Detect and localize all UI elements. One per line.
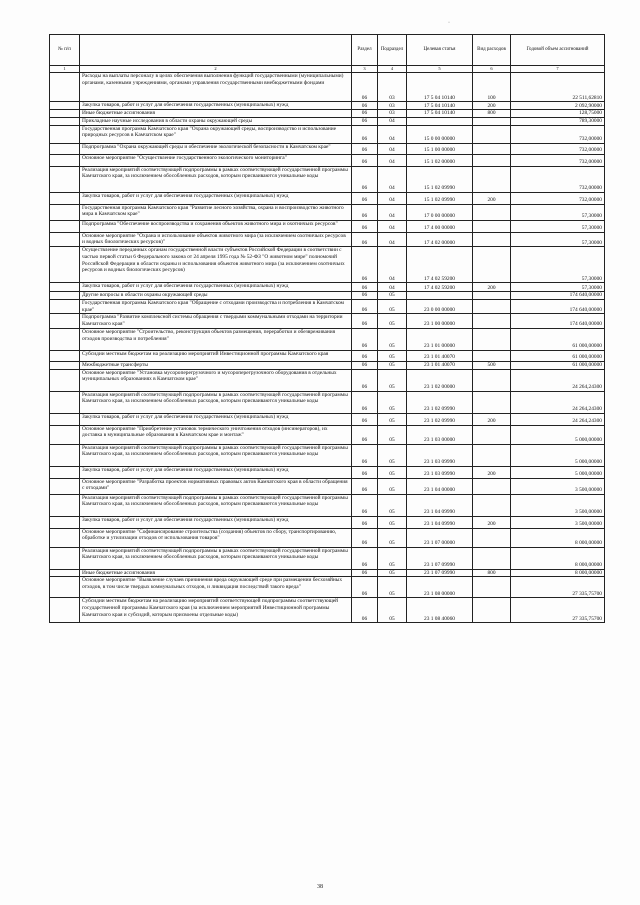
row-sum: 61 000,00000 xyxy=(511,350,605,361)
row-sum: 61 000,00000 xyxy=(511,361,605,369)
row-name: Иные бюджетные ассигнования xyxy=(80,110,352,118)
row-razdel: 06 xyxy=(352,166,378,192)
row-podrazdel: 04 xyxy=(378,166,407,192)
table-body xyxy=(50,73,605,623)
row-sum: 732,00000 xyxy=(511,154,605,166)
row-number xyxy=(50,154,80,166)
row-razdel: 06 xyxy=(352,292,378,300)
row-csr: 23 1 02 09990 xyxy=(407,391,473,413)
row-name: Государственная программа Камчатского края "Охрана окружающей среды, воспроизводство и использование природных ресурсов в Камчатском крае" xyxy=(80,125,352,143)
row-name: Государственная программа Камчатского края "Обращение с отходами производства и потребления в Камчатском крае" xyxy=(80,299,352,314)
row-vr: 200 xyxy=(473,413,511,425)
row-csr: 23 1 01 00000 xyxy=(407,328,473,350)
row-podrazdel: 04 xyxy=(378,117,407,125)
row-csr: 23 1 03 00000 xyxy=(407,425,473,444)
row-csr: 23 1 03 09990 xyxy=(407,466,473,478)
row-podrazdel: 05 xyxy=(378,569,407,577)
col-header-csr: Целевая статья xyxy=(407,35,473,66)
row-sum: 732,00000 xyxy=(511,192,605,204)
table-row xyxy=(50,232,605,247)
row-vr xyxy=(473,478,511,494)
row-podrazdel: 05 xyxy=(378,350,407,361)
row-podrazdel: 04 xyxy=(378,204,407,220)
table-row xyxy=(50,328,605,350)
row-name: Закупка товаров, работ и услуг для обеспечения государственных (муниципальных) нужд xyxy=(80,516,352,528)
row-name: Другие вопросы в области охраны окружающей среды xyxy=(80,292,352,300)
row-vr xyxy=(473,528,511,547)
row-name: Реализация мероприятий соответствующей подпрограммы в рамках соответствующей государственной программы Камчатского края, за исключением обособленных расходов, которым присваиваются уникальные коды xyxy=(80,494,352,516)
row-podrazdel: 05 xyxy=(378,598,407,623)
row-podrazdel: 05 xyxy=(378,466,407,478)
row-podrazdel: 04 xyxy=(378,247,407,283)
row-number xyxy=(50,125,80,143)
row-name: Закупка товаров, работ и услуг для обеспечения государственных (муниципальных) нужд xyxy=(80,283,352,292)
row-razdel: 06 xyxy=(352,125,378,143)
row-sum: 57,30000 xyxy=(511,247,605,283)
row-razdel: 06 xyxy=(352,220,378,232)
table-row xyxy=(50,547,605,569)
row-csr: 17 4 02 59200 xyxy=(407,283,473,292)
row-podrazdel: 03 xyxy=(378,102,407,110)
row-csr: 23 1 03 09990 xyxy=(407,444,473,466)
row-sum: 3 500,00000 xyxy=(511,516,605,528)
row-vr xyxy=(473,598,511,623)
row-number xyxy=(50,444,80,466)
row-podrazdel: 03 xyxy=(378,110,407,118)
table-row xyxy=(50,598,605,623)
row-podrazdel: 05 xyxy=(378,314,407,329)
row-csr: 23 1 08 40060 xyxy=(407,598,473,623)
col-number: 1 xyxy=(50,66,80,73)
row-vr xyxy=(473,143,511,154)
row-csr: 17 5 04 10140 xyxy=(407,102,473,110)
row-csr: 23 1 02 09990 xyxy=(407,413,473,425)
row-number xyxy=(50,232,80,247)
col-header-razdel: Раздел xyxy=(352,35,378,66)
table-row xyxy=(50,516,605,528)
row-csr: 23 1 07 09990 xyxy=(407,547,473,569)
row-csr: 23 1 01 40070 xyxy=(407,350,473,361)
row-number xyxy=(50,143,80,154)
table-row xyxy=(50,154,605,166)
row-number xyxy=(50,516,80,528)
row-sum: 57,30000 xyxy=(511,283,605,292)
row-razdel: 06 xyxy=(352,73,378,102)
row-razdel: 06 xyxy=(352,391,378,413)
budget-table xyxy=(49,34,605,623)
row-name: Реализация мероприятий соответствующей подпрограммы в рамках соответствующей государственной программы Камчатского края, за исключением обособленных расходов, которым присваиваются уникальные коды xyxy=(80,166,352,192)
row-razdel: 06 xyxy=(352,577,378,598)
row-razdel: 06 xyxy=(352,494,378,516)
row-name: Основное мероприятие "Софинансирование строительства (создания) объектов по сбору, транспортированию, обработке и утилизации отходов от использования товаров" xyxy=(80,528,352,547)
row-razdel: 06 xyxy=(352,232,378,247)
table-row xyxy=(50,192,605,204)
row-vr xyxy=(473,232,511,247)
row-podrazdel: 04 xyxy=(378,143,407,154)
row-name: Закупка товаров, работ и услуг для обеспечения государственных (муниципальных) нужд xyxy=(80,413,352,425)
table-row xyxy=(50,391,605,413)
row-podrazdel: 04 xyxy=(378,232,407,247)
row-sum: 3 500,00000 xyxy=(511,494,605,516)
row-number xyxy=(50,247,80,283)
corner-mark: · xyxy=(448,20,450,26)
row-razdel: 06 xyxy=(352,192,378,204)
page-number: 38 xyxy=(317,884,323,890)
row-name: Закупка товаров, работ и услуг для обеспечения государственных (муниципальных) нужд xyxy=(80,102,352,110)
row-razdel: 06 xyxy=(352,369,378,391)
row-vr xyxy=(473,547,511,569)
row-sum: 22 511,62810 xyxy=(511,73,605,102)
row-razdel: 06 xyxy=(352,569,378,577)
row-vr xyxy=(473,154,511,166)
row-vr xyxy=(473,247,511,283)
row-csr xyxy=(407,117,473,125)
row-podrazdel: 05 xyxy=(378,413,407,425)
row-vr xyxy=(473,494,511,516)
row-name: Подпрограмма "Обеспечение воспроизводства и сохранения объектов животного мира и охотничьих ресурсов" xyxy=(80,220,352,232)
row-podrazdel: 04 xyxy=(378,192,407,204)
row-name: Реализация мероприятий соответствующей подпрограммы в рамках соответствующей государственной программы Камчатского края, за исключением обособленных расходов, которым присваиваются уникальные коды xyxy=(80,547,352,569)
row-vr: 200 xyxy=(473,192,511,204)
row-csr: 23 1 04 09990 xyxy=(407,516,473,528)
row-razdel: 06 xyxy=(352,102,378,110)
row-csr: 23 0 00 00000 xyxy=(407,299,473,314)
row-vr: 800 xyxy=(473,110,511,118)
row-name: Основное мероприятие "Выявление случаев причинения вреда окружающей среде при размещении бесхозяйных отходов, в том числе твердых коммунальных отходов, и ликвидация последствий такого вреда" xyxy=(80,577,352,598)
table-row xyxy=(50,444,605,466)
col-number: 3 xyxy=(352,66,378,73)
row-csr: 15 1 02 09990 xyxy=(407,192,473,204)
row-number xyxy=(50,391,80,413)
row-razdel: 06 xyxy=(352,413,378,425)
row-name: Реализация мероприятий соответствующей подпрограммы в рамках соответствующей государственной программы Камчатского края, за исключением обособленных расходов, которым присваиваются уникальные коды xyxy=(80,444,352,466)
row-vr xyxy=(473,425,511,444)
row-csr xyxy=(407,292,473,300)
row-name: Основное мероприятие "Приобретение установок термического уничтожения отходов (инсинераторов), их доставка в муниципальные образования в Камчатском крае и монтаж" xyxy=(80,425,352,444)
row-razdel: 06 xyxy=(352,314,378,329)
row-sum: 2 092,90000 xyxy=(511,102,605,110)
row-sum: 57,30000 xyxy=(511,204,605,220)
table-row xyxy=(50,478,605,494)
table-row xyxy=(50,247,605,283)
table-row xyxy=(50,413,605,425)
row-podrazdel: 05 xyxy=(378,328,407,350)
row-number xyxy=(50,73,80,102)
table-row xyxy=(50,528,605,547)
row-vr: 200 xyxy=(473,516,511,528)
col-number: 6 xyxy=(473,66,511,73)
row-name: Подпрограмма "Развитие комплексной системы обращения с твердыми коммунальными отходами на территории Камчатского края" xyxy=(80,314,352,329)
row-name: Расходы на выплаты персоналу в целях обеспечения выполнения функций государственными (муниципальными) органами, казенными учреждениями, органами управления государственными внебюджетными фондами xyxy=(80,73,352,102)
row-csr: 17 4 02 59200 xyxy=(407,247,473,283)
row-name: Подпрограмма "Охрана окружающей среды и обеспечение экологической безопасности в Камчатском крае" xyxy=(80,143,352,154)
row-csr: 23 1 02 00000 xyxy=(407,369,473,391)
row-number xyxy=(50,569,80,577)
row-number xyxy=(50,494,80,516)
row-vr xyxy=(473,391,511,413)
row-vr xyxy=(473,328,511,350)
row-podrazdel: 05 xyxy=(378,391,407,413)
row-name: Основное мероприятие "Осуществление государственного экологического мониторинга" xyxy=(80,154,352,166)
row-razdel: 06 xyxy=(352,247,378,283)
row-razdel: 06 xyxy=(352,466,378,478)
col-header-podrazdel: Подраздел xyxy=(378,35,407,66)
col-header-sum: Годовой объем ассигнований xyxy=(511,35,605,66)
col-number: 7 xyxy=(511,66,605,73)
row-vr xyxy=(473,204,511,220)
row-number xyxy=(50,192,80,204)
row-vr xyxy=(473,314,511,329)
row-sum: 5 000,00000 xyxy=(511,444,605,466)
row-vr: 200 xyxy=(473,102,511,110)
row-vr xyxy=(473,299,511,314)
row-sum: 732,00000 xyxy=(511,166,605,192)
row-vr: 500 xyxy=(473,361,511,369)
row-csr: 23 1 04 09990 xyxy=(407,494,473,516)
row-csr: 23 1 00 00000 xyxy=(407,314,473,329)
row-podrazdel: 05 xyxy=(378,369,407,391)
row-vr xyxy=(473,125,511,143)
row-podrazdel: 05 xyxy=(378,494,407,516)
row-razdel: 06 xyxy=(352,154,378,166)
row-podrazdel: 05 xyxy=(378,516,407,528)
row-number xyxy=(50,292,80,300)
row-podrazdel: 05 xyxy=(378,528,407,547)
row-sum: 174 640,00000 xyxy=(511,292,605,300)
row-csr: 23 1 04 00000 xyxy=(407,478,473,494)
table-row xyxy=(50,220,605,232)
row-razdel: 06 xyxy=(352,204,378,220)
row-sum: 27 335,75700 xyxy=(511,598,605,623)
row-podrazdel: 05 xyxy=(378,299,407,314)
row-number xyxy=(50,425,80,444)
table-row xyxy=(50,283,605,292)
row-number xyxy=(50,314,80,329)
row-name: Закупка товаров, работ и услуг для обеспечения государственных (муниципальных) нужд xyxy=(80,192,352,204)
table-row xyxy=(50,350,605,361)
row-csr: 15 0 00 00000 xyxy=(407,125,473,143)
row-vr xyxy=(473,117,511,125)
row-name: Основное мероприятие "Установка мусороперегрузочного и мусороперегрузочного оборудования в отдельных муниципальных образованиях в Камчатском крае" xyxy=(80,369,352,391)
table-row xyxy=(50,117,605,125)
col-header-num: № п/п xyxy=(50,35,80,66)
row-number xyxy=(50,577,80,598)
row-razdel: 06 xyxy=(352,350,378,361)
row-razdel: 06 xyxy=(352,143,378,154)
row-csr: 23 1 01 40070 xyxy=(407,361,473,369)
row-csr: 17 0 00 00000 xyxy=(407,204,473,220)
row-name: Субсидии местным бюджетам на реализацию мероприятий соответствующей подпрограммы соответствующей государственной программы Камчатского края (за исключением мероприятий Инвестиционной программы Камчатского края и субсидий, которым присвоены отдельные коды) xyxy=(80,598,352,623)
row-sum: 57,30000 xyxy=(511,232,605,247)
row-number xyxy=(50,110,80,118)
row-sum: 174 640,00000 xyxy=(511,314,605,329)
col-number: 5 xyxy=(407,66,473,73)
row-number xyxy=(50,478,80,494)
row-sum: 174 640,00000 xyxy=(511,299,605,314)
row-podrazdel: 05 xyxy=(378,292,407,300)
row-csr: 23 1 08 00000 xyxy=(407,577,473,598)
row-name: Государственная программа Камчатского края "Развитие лесного хозяйства, охрана и воспроизводство животного мира в Камчатском крае" xyxy=(80,204,352,220)
col-header-name xyxy=(80,35,352,66)
column-number-row xyxy=(50,66,605,73)
row-sum: 732,00000 xyxy=(511,143,605,154)
row-number xyxy=(50,102,80,110)
row-razdel: 06 xyxy=(352,283,378,292)
row-name: Закупка товаров, работ и услуг для обеспечения государственных (муниципальных) нужд xyxy=(80,466,352,478)
row-csr: 17 4 02 00000 xyxy=(407,232,473,247)
row-csr: 17 4 00 00000 xyxy=(407,220,473,232)
row-vr xyxy=(473,444,511,466)
row-csr: 15 1 02 09990 xyxy=(407,166,473,192)
row-sum: 8 000,00000 xyxy=(511,528,605,547)
row-number xyxy=(50,283,80,292)
table-row xyxy=(50,361,605,369)
table-row xyxy=(50,314,605,329)
table-row xyxy=(50,292,605,300)
row-sum: 24 264,24300 xyxy=(511,369,605,391)
row-razdel: 06 xyxy=(352,110,378,118)
row-number xyxy=(50,598,80,623)
row-razdel: 06 xyxy=(352,299,378,314)
row-razdel: 06 xyxy=(352,117,378,125)
table-row xyxy=(50,569,605,577)
row-podrazdel: 05 xyxy=(378,577,407,598)
row-name: Межбюджетные трансферты xyxy=(80,361,352,369)
row-vr xyxy=(473,292,511,300)
col-number: 2 xyxy=(80,66,352,73)
row-podrazdel: 04 xyxy=(378,283,407,292)
table-row xyxy=(50,110,605,118)
row-sum: 732,00000 xyxy=(511,125,605,143)
row-sum: 24 264,24300 xyxy=(511,413,605,425)
row-number xyxy=(50,328,80,350)
table-row xyxy=(50,204,605,220)
row-vr xyxy=(473,369,511,391)
row-number xyxy=(50,166,80,192)
row-podrazdel: 05 xyxy=(378,361,407,369)
table-row xyxy=(50,166,605,192)
row-number xyxy=(50,361,80,369)
row-csr: 15 1 02 00000 xyxy=(407,154,473,166)
row-number xyxy=(50,117,80,125)
row-sum: 8 000,00000 xyxy=(511,569,605,577)
table-row xyxy=(50,143,605,154)
row-number xyxy=(50,369,80,391)
row-podrazdel: 04 xyxy=(378,154,407,166)
row-sum: 128,75000 xyxy=(511,110,605,118)
row-csr: 17 5 04 10140 xyxy=(407,110,473,118)
row-csr: 17 5 04 10140 xyxy=(407,73,473,102)
row-number xyxy=(50,547,80,569)
row-podrazdel: 04 xyxy=(378,125,407,143)
row-vr xyxy=(473,166,511,192)
row-razdel: 06 xyxy=(352,598,378,623)
row-vr xyxy=(473,220,511,232)
row-podrazdel: 03 xyxy=(378,73,407,102)
row-number xyxy=(50,350,80,361)
row-vr xyxy=(473,577,511,598)
table-row xyxy=(50,494,605,516)
row-sum: 5 000,00000 xyxy=(511,425,605,444)
table-row xyxy=(50,73,605,102)
row-razdel: 06 xyxy=(352,516,378,528)
col-header-vr: Вид расходов xyxy=(473,35,511,66)
row-vr: 200 xyxy=(473,466,511,478)
row-number xyxy=(50,413,80,425)
row-name: Субсидии местным бюджетам на реализацию мероприятий Инвестиционной программы Камчатского края xyxy=(80,350,352,361)
header-row xyxy=(50,35,605,66)
table-row xyxy=(50,425,605,444)
row-name: Осуществление переданных органам государственной власти субъектов Российской Федерации в соответствии с частью первой статьи 6 Федерального закона от 24 апреля 1995 года № 52-ФЗ "О животном мире" полномочий Российской Федерации в области охраны и использования объектов животного мира (за исключением охотничьих ресурсов и водных биологических ресурсов) xyxy=(80,247,352,283)
row-sum: 57,30000 xyxy=(511,220,605,232)
row-name: Основное мероприятие "Разработка проектов нормативных правовых актов Камчатского края в области обращения с отходами" xyxy=(80,478,352,494)
row-number xyxy=(50,204,80,220)
row-razdel: 06 xyxy=(352,444,378,466)
row-sum: 24 264,24300 xyxy=(511,391,605,413)
row-vr: 100 xyxy=(473,73,511,102)
row-razdel: 06 xyxy=(352,478,378,494)
row-razdel: 06 xyxy=(352,425,378,444)
row-number xyxy=(50,299,80,314)
row-podrazdel: 05 xyxy=(378,425,407,444)
row-name: Основное мероприятие "Строительство, реконструкция объектов размещения, переработки и обезвреживания отходов производства и потребления" xyxy=(80,328,352,350)
table-row xyxy=(50,369,605,391)
row-csr: 23 1 07 09990 xyxy=(407,569,473,577)
row-number xyxy=(50,466,80,478)
row-name: Прикладные научные исследования в области охраны окружающей среды xyxy=(80,117,352,125)
row-number xyxy=(50,220,80,232)
row-razdel: 06 xyxy=(352,547,378,569)
row-razdel: 06 xyxy=(352,328,378,350)
row-vr xyxy=(473,350,511,361)
table-row xyxy=(50,466,605,478)
row-sum: 27 335,75700 xyxy=(511,577,605,598)
row-sum: 3 500,00000 xyxy=(511,478,605,494)
row-sum: 8 000,00000 xyxy=(511,547,605,569)
table-row xyxy=(50,577,605,598)
table-row xyxy=(50,125,605,143)
row-name: Реализация мероприятий соответствующей подпрограммы в рамках соответствующей государственной программы Камчатского края, за исключением обособленных расходов, которым присваиваются уникальные коды xyxy=(80,391,352,413)
row-podrazdel: 05 xyxy=(378,547,407,569)
row-vr: 800 xyxy=(473,569,511,577)
table-row xyxy=(50,299,605,314)
row-sum: 789,30000 xyxy=(511,117,605,125)
row-name: Основное мероприятие "Охрана и использование объектов животного мира (за исключением охотничьих ресурсов и водных биологических ресурсов)" xyxy=(80,232,352,247)
row-razdel: 06 xyxy=(352,528,378,547)
row-csr: 15 1 00 00000 xyxy=(407,143,473,154)
row-csr: 23 1 07 00000 xyxy=(407,528,473,547)
row-sum: 5 000,00000 xyxy=(511,466,605,478)
row-vr: 200 xyxy=(473,283,511,292)
row-podrazdel: 04 xyxy=(378,220,407,232)
row-razdel: 06 xyxy=(352,361,378,369)
row-number xyxy=(50,528,80,547)
table-row xyxy=(50,102,605,110)
row-podrazdel: 05 xyxy=(378,478,407,494)
row-podrazdel: 05 xyxy=(378,444,407,466)
row-sum: 61 000,00000 xyxy=(511,328,605,350)
col-number: 4 xyxy=(378,66,407,73)
row-name: Иные бюджетные ассигнования xyxy=(80,569,352,577)
